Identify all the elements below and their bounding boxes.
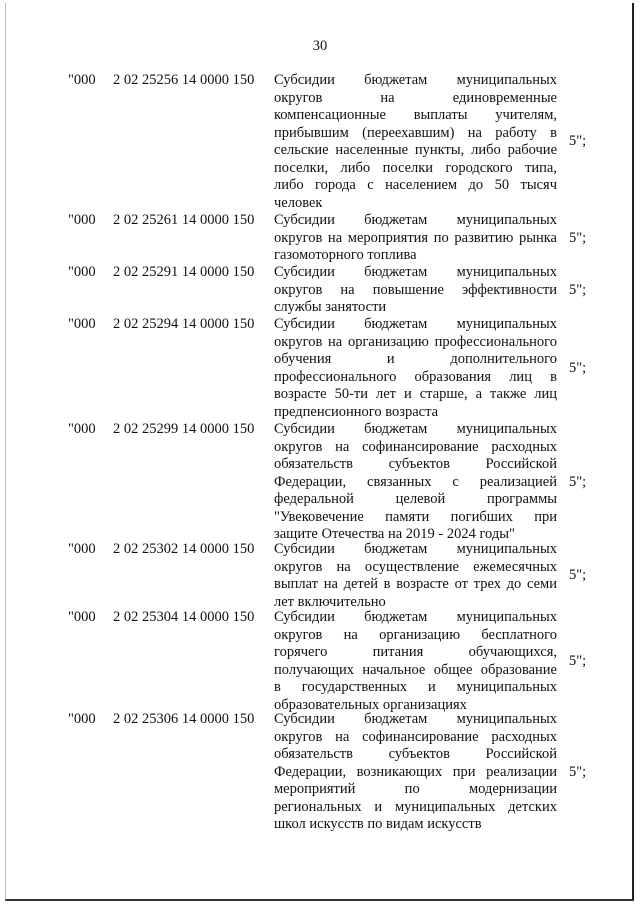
description-line: округов на мероприятия по развитию рынка — [274, 229, 557, 246]
description-line: округов на единовременные — [274, 89, 557, 106]
admin-code: "000 — [68, 609, 96, 625]
description-line: получающих начальное общее образование — [274, 661, 557, 678]
description-line: Субсидии бюджетам муниципальных — [274, 609, 557, 625]
description-line: округов на софинансирование расходных — [274, 438, 557, 455]
description-line: округов на осуществление ежемесячных — [274, 558, 557, 575]
description-line: образовательных организациях — [274, 696, 467, 713]
income-description — [274, 421, 557, 544]
admin-code: "000 — [68, 72, 96, 88]
description-line: Субсидии бюджетам муниципальных — [274, 711, 557, 727]
admin-code: "000 — [68, 212, 96, 228]
description-line: Федерации, связанных с реализацией — [274, 473, 557, 490]
description-line: профессионального образования лиц в — [274, 368, 557, 385]
description-line: газомоторного топлива — [274, 247, 417, 263]
budget-classification-code: 2 02 25306 14 0000 150 — [113, 711, 255, 727]
description-line: человек — [274, 194, 323, 211]
description-line: возрасте 50-ти лет и старше, а также лиц — [274, 386, 557, 402]
description-line: Субсидии бюджетам муниципальных — [274, 316, 557, 332]
budget-classification-code: 2 02 25256 14 0000 150 — [113, 72, 255, 88]
description-line: предпенсионного возраста — [274, 403, 439, 420]
description-line: Субсидии бюджетам муниципальных — [274, 72, 557, 88]
description-line: либо города с населением до 50 тысяч — [274, 177, 557, 193]
description-line: выплат на детей в возрасте от трех до семи — [274, 576, 557, 592]
budget-classification-code: 2 02 25304 14 0000 150 — [113, 609, 255, 625]
description-line: Субсидии бюджетам муниципальных — [274, 264, 557, 280]
description-line: защите Отечества на 2019 - 2024 годы" — [274, 526, 515, 542]
rate-value: 5"; — [569, 281, 587, 298]
description-line: мероприятий по модернизации — [274, 781, 557, 797]
page-number: 30 — [312, 38, 328, 54]
description-line: федеральной целевой программы — [274, 491, 557, 507]
description-line: округов на софинансирование расходных — [274, 728, 557, 745]
description-line: округов на организацию бесплатного — [274, 626, 557, 643]
description-line: обучения и дополнительного — [274, 351, 557, 367]
admin-code: "000 — [68, 264, 96, 280]
description-line: Субсидии бюджетам муниципальных — [274, 541, 557, 557]
description-line: Субсидии бюджетам муниципальных — [274, 421, 557, 437]
description-line: округов на организацию профессионального — [274, 333, 557, 350]
description-line: компенсационные выплаты учителям, — [274, 107, 557, 123]
budget-classification-code: 2 02 25294 14 0000 150 — [113, 316, 255, 332]
admin-code: "000 — [68, 711, 96, 727]
description-line: сельские населенные пункты, либо рабочие — [274, 142, 557, 158]
description-line: школ искусств по видам искусств — [274, 816, 482, 832]
income-description — [274, 541, 557, 611]
description-line: поселки, либо поселки городского типа, — [274, 159, 557, 176]
description-line: округов на повышение эффективности — [274, 281, 557, 298]
income-description — [274, 711, 557, 834]
description-line: "Увековечение памяти погибших при — [274, 508, 557, 525]
rate-value: 5"; — [569, 359, 587, 376]
rate-value: 5"; — [569, 567, 587, 584]
description-line: обязательств субъектов Российской — [274, 746, 557, 762]
description-line: горячего питания обучающихся, — [274, 644, 557, 660]
description-line: обязательств субъектов Российской — [274, 456, 557, 472]
budget-classification-code: 2 02 25291 14 0000 150 — [113, 264, 255, 280]
admin-code: "000 — [68, 316, 96, 332]
rate-value: 5"; — [569, 473, 587, 490]
rate-value: 5"; — [569, 763, 587, 780]
description-line: прибывшим (переехавшим) на работу в — [274, 124, 557, 141]
budget-classification-code: 2 02 25261 14 0000 150 — [113, 212, 255, 228]
income-description — [274, 609, 557, 714]
description-line: Субсидии бюджетам муниципальных — [274, 212, 557, 228]
income-description — [274, 264, 557, 317]
income-description — [274, 72, 557, 212]
description-line: региональных и муниципальных детских — [274, 798, 557, 815]
rate-value: 5"; — [569, 133, 587, 150]
rate-value: 5"; — [569, 652, 587, 669]
description-line: в государственных и муниципальных — [274, 679, 557, 695]
admin-code: "000 — [68, 421, 96, 437]
admin-code: "000 — [68, 541, 96, 557]
budget-classification-code: 2 02 25299 14 0000 150 — [113, 421, 255, 437]
description-line: Федерации, возникающих при реализации — [274, 763, 557, 780]
income-description — [274, 316, 557, 421]
rate-value: 5"; — [569, 229, 587, 246]
budget-classification-code: 2 02 25302 14 0000 150 — [113, 541, 255, 557]
description-line: службы занятости — [274, 299, 387, 315]
description-line: лет включительно — [274, 593, 386, 610]
income-description — [274, 212, 557, 265]
